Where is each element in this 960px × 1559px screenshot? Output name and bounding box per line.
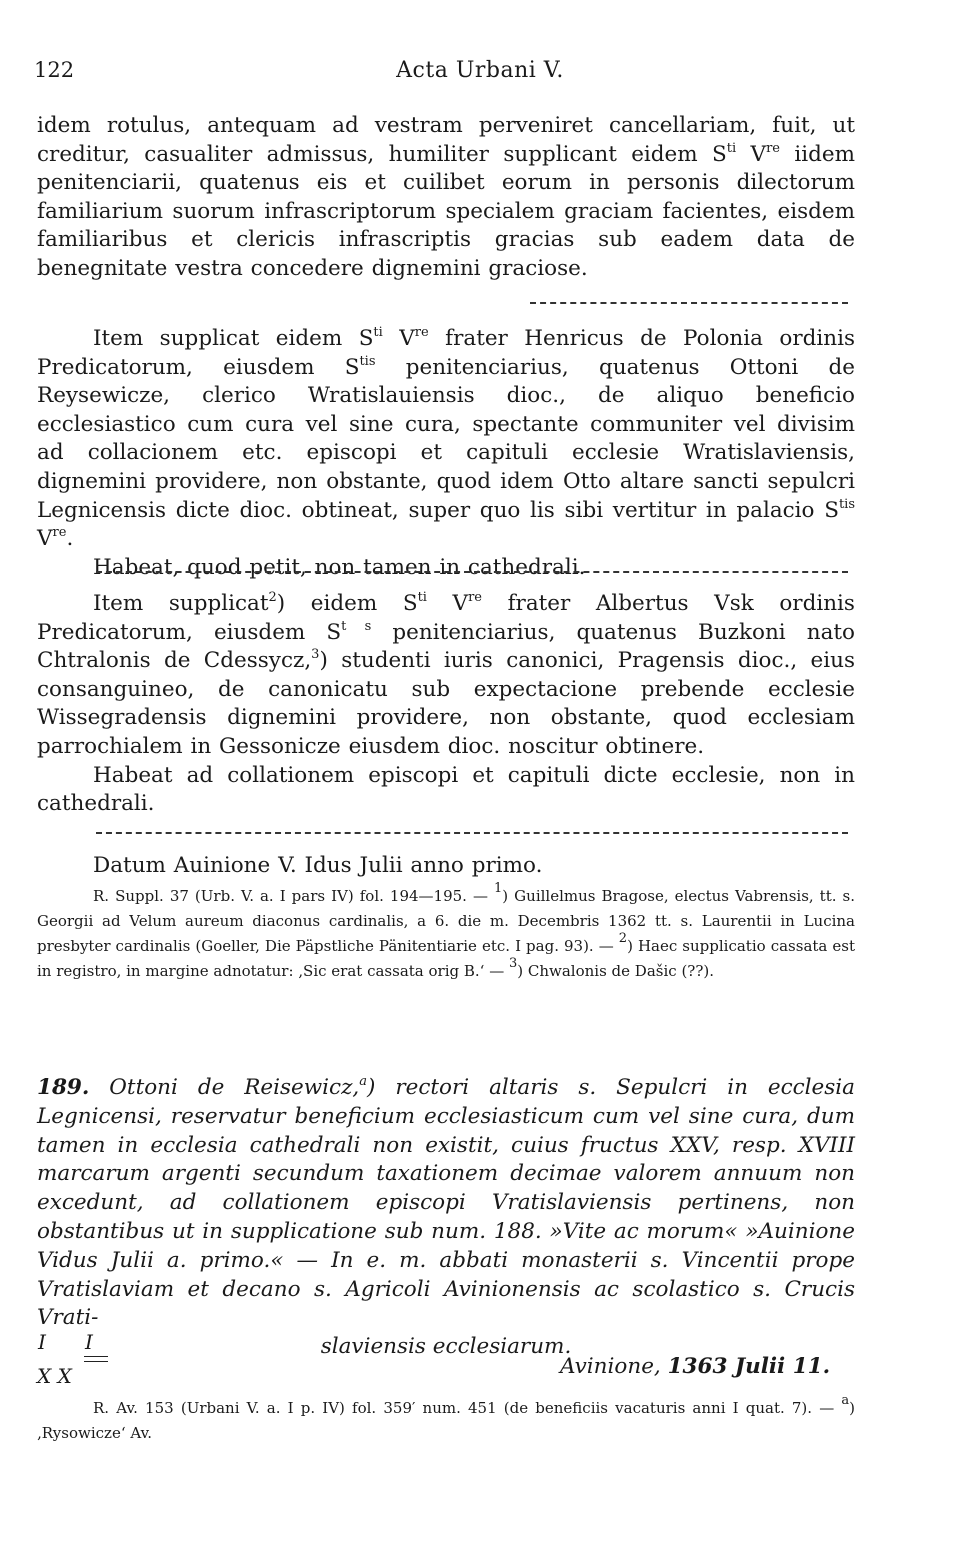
footnotes: R. Suppl. 37 (Urb. V. a. I pars IV) fol. 194—195. — $^1$) Guillelmus Bragose, electus Vabrensis, tt. s. Georgii ad Velum aureum diaconus cardinalis, a 6. die m. Decembris 1362 tt. s. Laurentii in Lucina presbyter cardinalis (Goeller, Die Päpstliche Pänitentiarie etc. I pag. 93). — $^2$) Haec supplicatio cassata est in registro, in margine adnotatur: ‚Sic erat cassata orig B.‘ — $^3$) Chwalonis de Dašic (??). xyxy=(37,881,855,980)
fraction-bottom: X X xyxy=(37,1364,72,1388)
footnotes-189: R. Av. 153 (Urbani V. a. I p. IV) fol. 359′ num. 451 (de beneficiis vacaturis anni I quat. 7). — $^a$) ‚Rysowicze‘ Av. xyxy=(37,1393,855,1442)
paragraph-albertus: Item supplicat$^2$) eidem $S^{ti}$ Vre frater Albertus Vsk ordinis Predicatorum, eiusdem $S^{t s}$ penitenciarius, quatenus Buzkoni nato Chtralonis de Cdessycz,$^3$) studenti iuris canonici, Pragensis dioc., eius consanguineo, de canonicatu sub expectacione prebende ecclesie Wissegradensis dignemini providere, non obstante, quod ecclesiam parrochialem in Gessonicze eiusdem dioc. noscitur obtinere. Habeat ad collationem episcopi et capituli dicte ecclesie, non in cathedrali. xyxy=(37,590,855,819)
place-date: Avinione, 1363 Julii 11. xyxy=(560,1354,831,1379)
fraction-top-right: I xyxy=(85,1330,93,1354)
habeat-line: Habeat ad collationem episcopi et capituli dicte ecclesie, non in cathedrali. xyxy=(37,762,855,817)
entry-189: 189. Ottoni de Reisewicz,$^a$) rectori altaris s. Sepulcri in ecclesia Legnicensi, reservatur beneficium ecclesiasticum cum vel sine cura, dum tamen in ecclesia cathedrali non existit, cuius fructus XXV, resp. XVIII marcarum argenti secundum taxationem decimae valorem annuum non excedunt, ad collationem episcopi Vratislaviensis pertinens, non obstantibus ut in supplicatione sub num. 188. »Vite ac morum« »Auinione Vidus Julii a. primo.« — In e. m. abbati monasterii s. Vincentii prope Vratislaviam et decano s. Agricoli Avinionensis ac scolastico s. Crucis Vrati- slaviensis ecclesiarum. xyxy=(37,1074,855,1360)
habeat-line: Habeat, quod petit, non tamen in cathedrali. xyxy=(93,554,586,580)
fraction-bar xyxy=(84,1361,108,1362)
paragraph-rotulus: idem rotulus, antequam ad vestram perveniret cancellariam, fuit, ut creditur, casualiter admissus, humiliter supplicant eidem $S^{ti}$ Vre iidem penitenciarii, quatenus eis et cuilibet eorum in personis dilectorum familiarium suorum infrascriptorum specialem graciam facientes, eisdem familiaribus et clericis infrascriptis gracias sub eadem data de benegnitate vestra concedere dignemini graciose. xyxy=(37,113,855,281)
page-number: 122 xyxy=(34,58,75,82)
fraction-top-left: I xyxy=(38,1330,46,1354)
separator-line xyxy=(96,571,848,573)
separator-line xyxy=(530,302,848,304)
separator-line xyxy=(96,832,848,834)
entry-number: 189. xyxy=(37,1075,90,1100)
paragraph-henricus: Item supplicat eidem $S^{ti}$ Vre frater Henricus de Polonia ordinis Predicatorum, eiusdem $S^{tis}$ penitenciarius, quatenus Ottoni de Reysewicze, clerico Wratislauiensis dioc., de aliquo beneficio ecclesiastico cum cura vel sine cura, spectante communiter vel divisim ad collacionem etc. episcopi et capituli ecclesie Wratislaviensis, dignemini providere, non obstante, quod idem Otto altare sancti sepulcri Legnicensis dicte dioc. obtineat, super quo lis sibi vertitur in palacio $S^{tis}$ Vre. Habeat, quod petit, non tamen in cathedrali. xyxy=(37,325,855,582)
datum-line: Datum Auinione V. Idus Julii anno primo. xyxy=(93,853,543,878)
fraction-bar xyxy=(84,1356,108,1357)
running-title: Acta Urbani V. xyxy=(396,58,564,83)
